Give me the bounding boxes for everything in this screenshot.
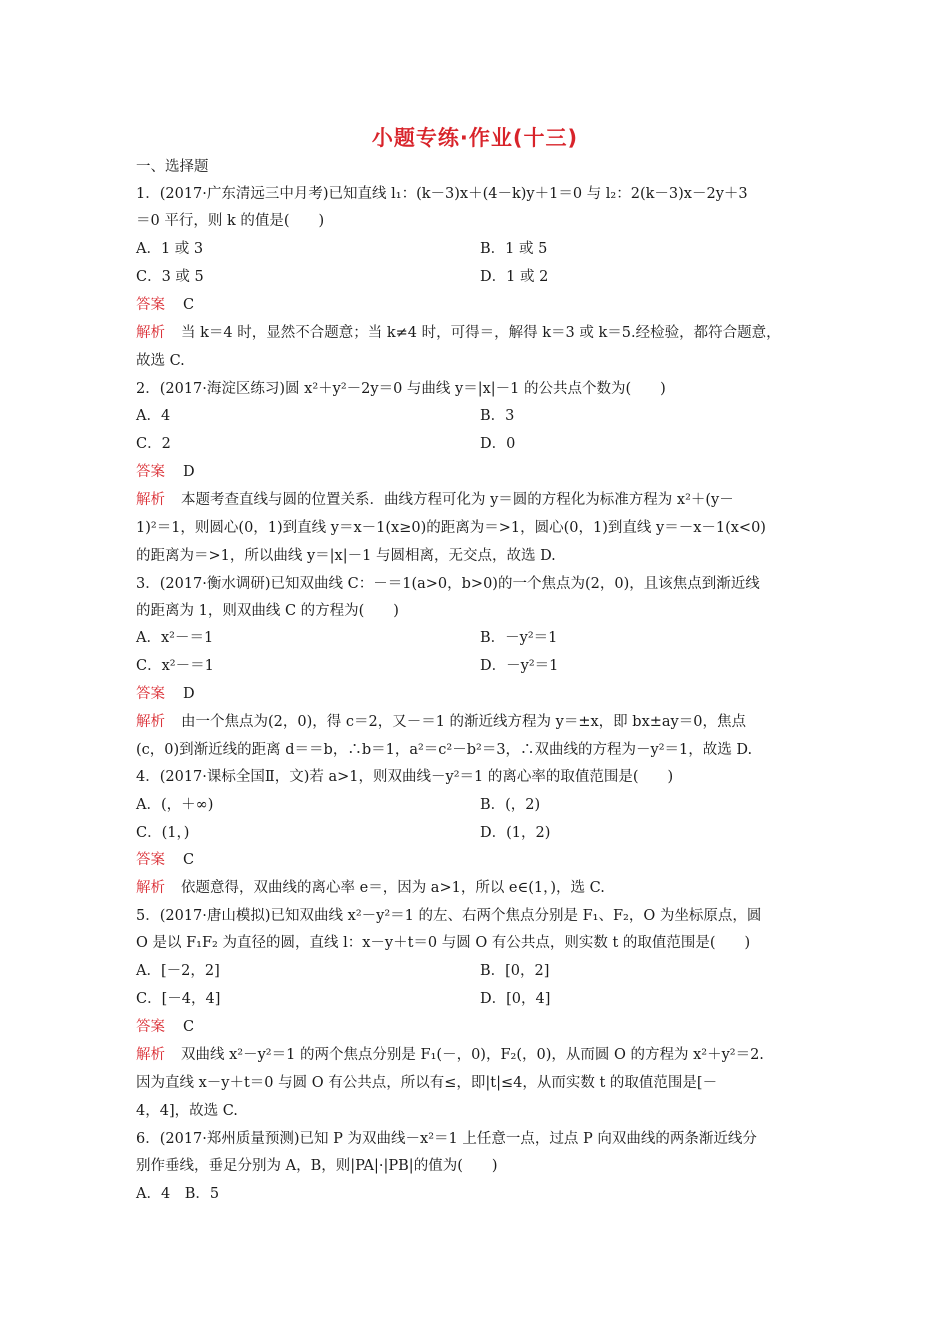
answer-label: 答案 [136,1019,165,1035]
q1-explanation-line-2: 故选 C. [136,353,185,369]
q4-stem-line-1: 4．(2017·课标全国Ⅱ，文)若 a>1，则双曲线－y²＝1 的离心率的取值范围是( ) [136,769,674,785]
q5-answer [136,1017,194,1037]
q3-stem-line-2: 的距离为 1，则双曲线 C 的方程为( ) [136,603,399,619]
q1-option-b: B．1 或 5 [480,241,548,257]
q1-explanation-line-1 [136,323,781,343]
explain-label: 解析 [136,325,165,341]
q1-answer-value: C [183,297,195,313]
answer-label: 答案 [136,852,165,868]
explain-label: 解析 [136,714,165,730]
q5-explanation-line-3: 4，4]，故选 C. [136,1103,238,1119]
q6-options: A．4 B．5 [136,1186,220,1202]
q5-explanation-line-1 [136,1045,764,1065]
q2-answer [136,462,195,482]
page-title: 小题专练·作业(十三) [371,126,579,150]
q4-option-c: C．(1，) [136,825,190,841]
q2-option-b: B．3 [480,408,515,424]
q2-explanation-line-2: 1)²＝1，则圆心(0，1)到直线 y＝x－1(x≥0)的距离为＝>1，圆心(0，1)到直线 y＝－x－1(x<0) [136,520,766,536]
q1-answer [136,295,194,315]
q3-stem-line-1: 3．(2017·衡水调研)已知双曲线 C：－＝1(a>0，b>0)的一个焦点为(2，0)，且该焦点到渐近线 [136,576,760,592]
q1-option-c: C．3 或 5 [136,269,204,285]
q4-option-a: A．(，＋∞) [136,797,214,813]
q5-option-d: D．[0，4] [480,991,551,1007]
q3-explanation-line-1 [136,712,746,732]
q2-option-d: D．0 [480,436,516,452]
q2-option-c: C．2 [136,436,171,452]
q4-explanation-line-1 [136,878,605,898]
answer-label: 答案 [136,464,165,480]
q4-option-b: B．(，2) [480,797,541,813]
q5-option-b: B．[0，2] [480,963,550,979]
q3-explanation-line-2: (c，0)到渐近线的距离 d＝＝b，∴b＝1，a²＝c²－b²＝3，∴双曲线的方程为－y²＝1，故选 D. [136,742,753,758]
q3-option-c: C．x²－＝1 [136,658,214,674]
explain-label: 解析 [136,492,165,508]
q4-answer [136,850,194,870]
q5-stem-line-1: 5．(2017·唐山模拟)已知双曲线 x²－y²＝1 的左、右两个焦点分别是 F₁、F₂，O 为坐标原点，圆 [136,908,762,924]
q4-explanation-text-1: 依题意得，双曲线的离心率 e＝，因为 a>1，所以 e∈(1，)，选 C. [181,880,605,896]
explain-label: 解析 [136,1047,165,1063]
q2-explanation-text-1: 本题考查直线与圆的位置关系．曲线方程可化为 y＝圆的方程化为标准方程为 x²＋(y－ [181,492,734,508]
q2-stem-line-1: 2．(2017·海淀区练习)圆 x²＋y²－2y＝0 与曲线 y＝|x|－1 的公共点个数为( ) [136,381,666,397]
q1-option-d: D．1 或 2 [480,269,549,285]
q2-explanation-line-3: 的距离为＝>1，所以曲线 y＝|x|－1 与圆相离，无交点，故选 D. [136,548,556,564]
q4-option-d: D．(1，2) [480,825,551,841]
q3-answer [136,684,195,704]
q6-stem-line-1: 6．(2017·郑州质量预测)已知 P 为双曲线－x²＝1 上任意一点，过点 P 向双曲线的两条渐近线分 [136,1131,757,1147]
q3-option-d: D．－y²＝1 [480,658,559,674]
q6-stem-line-2: 别作垂线，垂足分别为 A，B，则|PA|·|PB|的值为( ) [136,1158,498,1174]
q1-explanation-text-1: 当 k＝4 时，显然不合题意；当 k≠4 时，可得＝，解得 k＝3 或 k＝5.经检验，都符合题意， [181,325,781,341]
q1-stem-line-2: ＝0 平行，则 k 的值是( ) [136,213,325,229]
q1-stem-line-1: 1．(2017·广东清远三中月考)已知直线 l₁：(k－3)x＋(4－k)y＋1＝0 与 l₂：2(k－3)x－2y＋3 [136,186,748,202]
q5-explanation-line-2: 因为直线 x－y＋t＝0 与圆 O 有公共点，所以有≤，即|t|≤4，从而实数 t 的取值范围是[－ [136,1075,718,1091]
section-heading: 一、选择题 [136,159,209,175]
q3-explanation-text-1: 由一个焦点为(2，0)，得 c＝2，又－＝1 的渐近线方程为 y＝±x，即 bx±ay＝0，焦点 [181,714,746,730]
q1-option-a: A．1 或 3 [136,241,204,257]
q5-stem-line-2: O 是以 F₁F₂ 为直径的圆，直线 l：x－y＋t＝0 与圆 O 有公共点，则实数 t 的取值范围是( ) [136,935,751,951]
q3-option-b: B．－y²＝1 [480,630,558,646]
q2-explanation-line-1 [136,490,734,510]
answer-label: 答案 [136,297,165,313]
answer-label: 答案 [136,686,165,702]
q5-option-a: A．[－2，2] [136,963,220,979]
q4-answer-value: C [183,852,195,868]
q3-option-a: A．x²－＝1 [136,630,214,646]
explain-label: 解析 [136,880,165,896]
q3-answer-value: D [183,686,195,702]
q5-answer-value: C [183,1019,195,1035]
q5-explanation-text-1: 双曲线 x²－y²＝1 的两个焦点分别是 F₁(－，0)，F₂(，0)，从而圆 O 的方程为 x²＋y²＝2. [181,1047,764,1063]
q2-option-a: A．4 [136,408,171,424]
q5-option-c: C．[－4，4] [136,991,221,1007]
q2-answer-value: D [183,464,195,480]
